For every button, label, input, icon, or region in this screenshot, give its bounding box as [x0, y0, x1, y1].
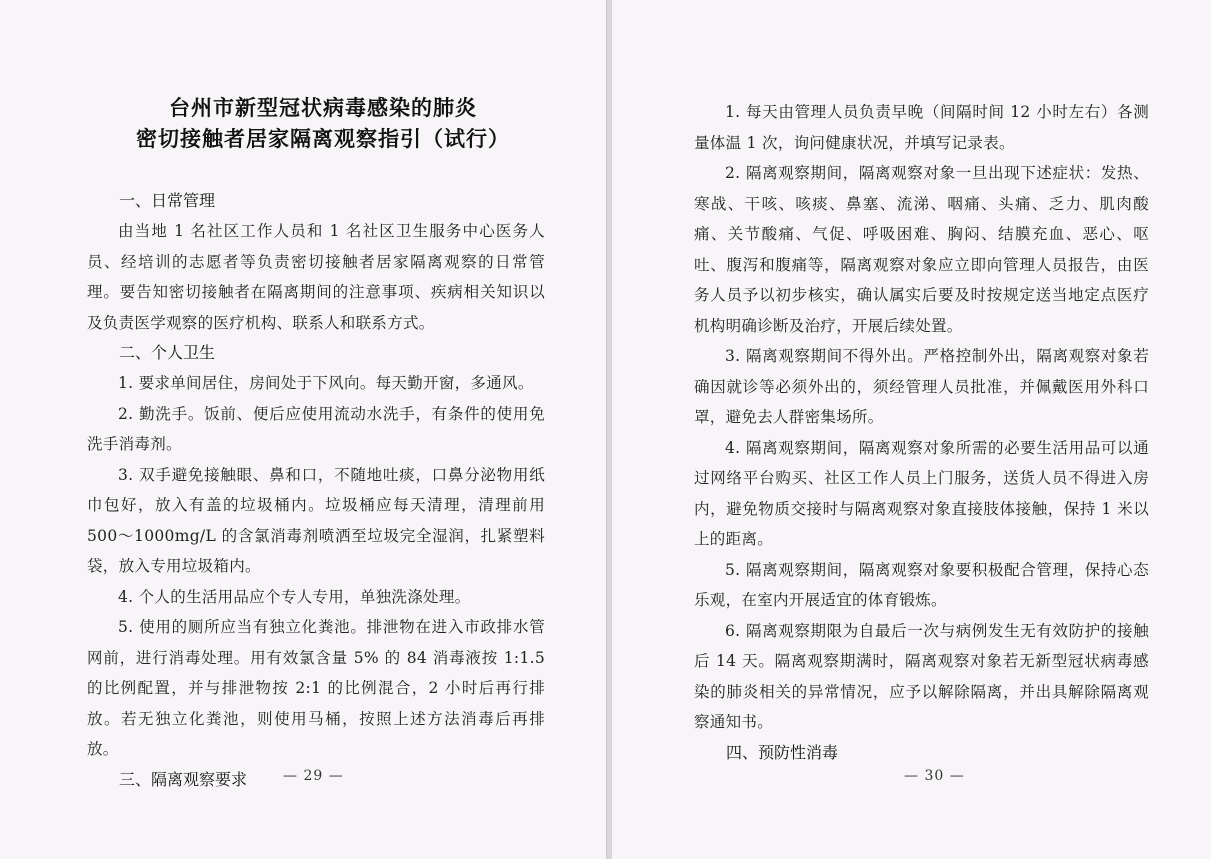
section-heading-preventive-disinfection: 四、预防性消毒: [726, 742, 839, 762]
paragraph: 6. 隔离观察期限为自最后一次与病例发生无有效防护的接触后 14 天。隔离观察期满时，隔离观察对象若无新型冠状病毒感染的肺炎相关的异常情况，应予以解除隔离，并出具解除隔离观察通知书。: [694, 621, 1149, 731]
title-line-2: 密切接触者居家隔离观察指引（试行）: [136, 126, 510, 151]
paragraph: 2. 隔离观察期间，隔离观察对象一旦出现下述症状：发热、寒战、干咳、咳痰、鼻塞、流涕、咽痛、头痛、乏力、肌肉酸痛、关节酸痛、气促、呼吸困难、胸闷、结膜充血、恶心、呕吐、腹泻和腹痛等，隔离观察对象应立即向管理人员报告，由医务人员予以初步核实，确认属实后要及时按规定送当地定点医疗机构明确诊断及治疗，开展后续处置。: [694, 164, 1149, 335]
right-page-content: [694, 97, 1149, 768]
paragraph: 3. 双手避免接触眼、鼻和口，不随地吐痰，口鼻分泌物用纸巾包好，放入有盖的垃圾桶内。垃圾桶应每天清理，清理前用 500～1000mg/L 的含氯消毒剂喷洒至垃圾完全湿润，扎紧塑料袋，放入专用垃圾箱内。: [87, 465, 545, 575]
document-title: [101, 92, 545, 154]
paragraph: 由当地 1 名社区工作人员和 1 名社区卫生服务中心医务人员、经培训的志愿者等负责密切接触者居家隔离观察的日常管理。要告知密切接触者在隔离期间的注意事项、疾病相关知识以及负责医学观察的医疗机构、联系人和联系方式。: [87, 222, 545, 332]
left-page-content: [87, 92, 545, 795]
paragraph: 4. 个人的生活用品应个专人专用，单独洗涤处理。: [118, 587, 471, 606]
paragraph: 3. 隔离观察期间不得外出。严格控制外出，隔离观察对象若确因就诊等必须外出的，须经管理人员批准，并佩戴医用外科口罩，避免去人群密集场所。: [694, 347, 1149, 426]
section-heading-personal-hygiene: 二、个人卫生: [119, 343, 216, 362]
section-heading-isolation-requirements: 三、隔离观察要求: [119, 769, 248, 789]
paragraph: 1. 要求单间居住，房间处于下风向。每天勤开窗，多通风。: [118, 374, 534, 392]
paragraph: 2. 勤洗手。饭前、便后应使用流动水洗手，有条件的使用免洗手消毒剂。: [87, 404, 545, 453]
page-number: — 29 —: [283, 768, 344, 784]
paragraph: 5. 使用的厕所应当有独立化粪池。排泄物在进入市政排水管网前，进行消毒处理。用有效氯含量 5% 的 84 消毒液按 1:1.5 的比例配置，并与排泄物按 2:1 的比例混合，2 小时后再行排放。若无独立化粪池，则使用马桶，按照上述方法消毒后再排放。: [87, 618, 545, 758]
paragraph: 1. 每天由管理人员负责早晚（间隔时间 12 小时左右）各测量体温 1 次，询问健康状况，并填写记录表。: [694, 103, 1149, 152]
paragraph: 5. 隔离观察期间，隔离观察对象要积极配合管理，保持心态乐观，在室内开展适宜的体育锻炼。: [694, 560, 1149, 609]
page-number: — 30 —: [904, 768, 965, 784]
paragraph: 4. 隔离观察期间，隔离观察对象所需的必要生活用品可以通过网络平台购买、社区工作人员上门服务，送货人员不得进入房内，避免物质交接时与隔离观察对象直接肢体接触，保持 1 米以上的距离。: [694, 438, 1149, 548]
title-line-1: 台州市新型冠状病毒感染的肺炎: [169, 95, 477, 120]
section-heading-daily-management: 一、日常管理: [119, 191, 216, 210]
